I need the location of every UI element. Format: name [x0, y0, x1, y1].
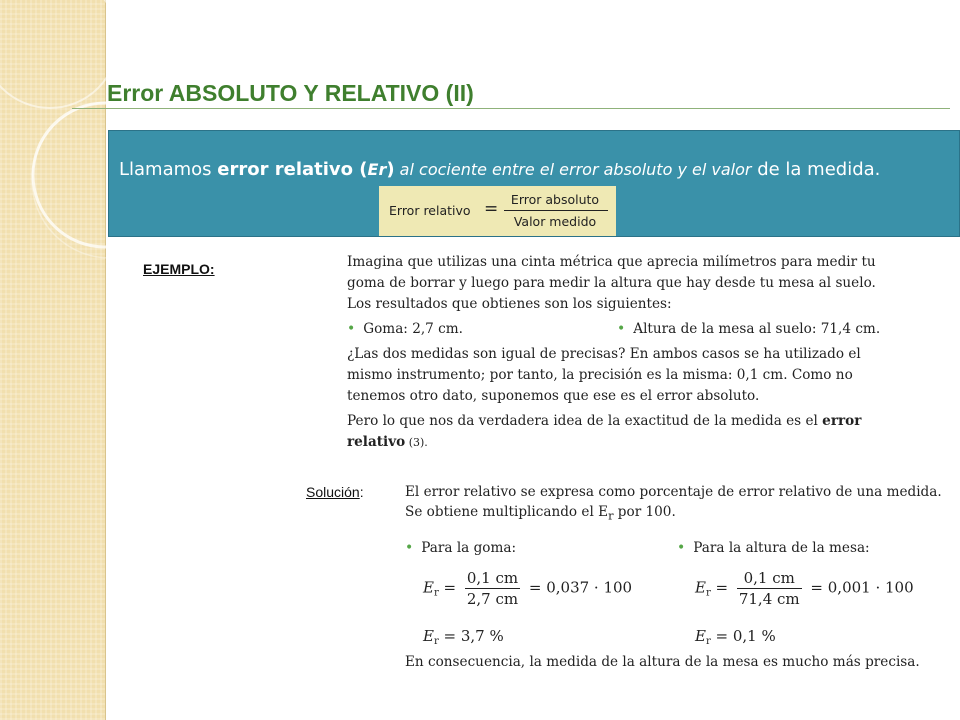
slide-title: Error ABSOLUTO Y RELATIVO (II)	[107, 80, 474, 106]
bullet-mesa-text: Altura de la mesa al suelo: 71,4 cm.	[633, 321, 881, 337]
solution-label-colon: :	[359, 484, 364, 500]
bullet-icon: •	[617, 321, 626, 337]
solution-intro	[405, 482, 955, 526]
solution-text	[405, 482, 955, 670]
example-conclusion-text	[347, 411, 887, 453]
example-bullets	[347, 319, 887, 340]
definition-term-close: )	[386, 159, 395, 180]
solution-intro-end: por 100.	[613, 504, 676, 520]
solution-goma	[405, 538, 665, 647]
bullet-goma-text: Goma: 2,7 cm.	[363, 321, 463, 337]
bullet-icon: •	[677, 540, 686, 556]
goma-heading	[405, 538, 665, 558]
mesa-denominator: 71,4 cm	[738, 590, 800, 608]
mesa-er-symbol: E	[695, 578, 706, 597]
goma-final-symbol: E	[423, 627, 434, 645]
definition-text	[119, 159, 960, 180]
solution-conclusion: En consecuencia, la medida de la altura de la mesa es mucho más precisa.	[405, 654, 920, 670]
mesa-er-sub: r	[705, 587, 711, 599]
relative-error-formula	[379, 186, 616, 236]
formula-numerator: Error absoluto	[510, 192, 600, 207]
goma-final	[423, 626, 504, 652]
mesa-final	[695, 626, 776, 652]
mesa-heading-text: Para la altura de la mesa:	[693, 540, 870, 556]
goma-final-value: = 3,7 %	[443, 627, 504, 645]
mesa-heading	[677, 538, 937, 558]
mesa-result: = 0,001 · 100	[810, 578, 914, 597]
bullet-icon: •	[347, 321, 356, 337]
definition-prefix: Llamamos	[119, 159, 218, 180]
definition-box	[108, 130, 960, 237]
mesa-numerator: 0,1 cm	[737, 568, 802, 589]
goma-er-symbol: E	[423, 578, 434, 597]
mesa-equation: $E_r$ = $\frac{0,1 cm}{71,4 cm}$ = 0,001 · 100	[695, 569, 914, 608]
definition-term: error relativo (	[217, 159, 368, 180]
title-divider	[72, 108, 950, 109]
goma-final-sub: r	[433, 636, 439, 647]
mesa-final-value: = 0,1 %	[715, 627, 776, 645]
formula-equals: =	[484, 199, 499, 219]
para3-ref: (3).	[405, 436, 428, 449]
definition-suffix: de la medida.	[751, 159, 881, 180]
goma-numerator: 0,1 cm	[466, 569, 519, 587]
mesa-final-sub: r	[705, 636, 711, 647]
formula-fraction-bar	[504, 210, 608, 211]
goma-result: = 0,037 · 100	[528, 578, 633, 597]
solution-mesa	[677, 538, 937, 647]
example-label: EJEMPLO:	[143, 261, 215, 277]
formula-denominator: Valor medido	[513, 214, 597, 229]
bullet-icon: •	[405, 540, 414, 556]
bullet-goma	[347, 319, 617, 340]
example-text	[347, 252, 887, 457]
solution-intro-text: El error relativo se expresa como porcentaje de error relativo de una medida. Se obtiene multiplicando el E	[405, 484, 942, 520]
solution-label	[306, 484, 364, 500]
solution-label-text: Solución	[306, 484, 360, 500]
goma-fraction	[465, 568, 520, 609]
bullet-mesa	[617, 319, 887, 340]
definition-middle: al cociente entre el error absoluto y el valor	[394, 160, 752, 179]
example-question: ¿Las dos medidas son igual de precisas? En ambos casos se ha utilizado el mismo instrumento; por tanto, la precisión es la misma: 0,1 cm. Como no tenemos otro dato, suponemos que ese es el error absoluto.	[347, 346, 861, 404]
mesa-final-symbol: E	[695, 627, 706, 645]
example-intro: Imagina que utilizas una cinta métrica que aprecia milímetros para medir tu goma de borrar y luego para medir la altura que hay desde tu mesa al suelo. Los resultados que obtienes son los siguientes:	[347, 254, 876, 312]
para3-bold: error relativo	[347, 413, 862, 450]
solution-intro-sub: r	[608, 508, 614, 523]
goma-heading-text: Para la goma:	[421, 540, 517, 556]
goma-denominator: 2,7 cm	[466, 590, 519, 608]
goma-equation: $E_r$ = $\frac{0,1 cm}{2,7 cm}$ = 0,037 · 100	[423, 569, 633, 608]
para3-start: Pero lo que nos da verdadera idea de la exactitud de la medida es el	[347, 413, 823, 429]
definition-symbol: Er	[367, 160, 387, 179]
goma-er-sub: r	[433, 587, 439, 599]
mesa-fraction	[737, 568, 802, 609]
formula-lhs: Error relativo	[389, 203, 471, 218]
